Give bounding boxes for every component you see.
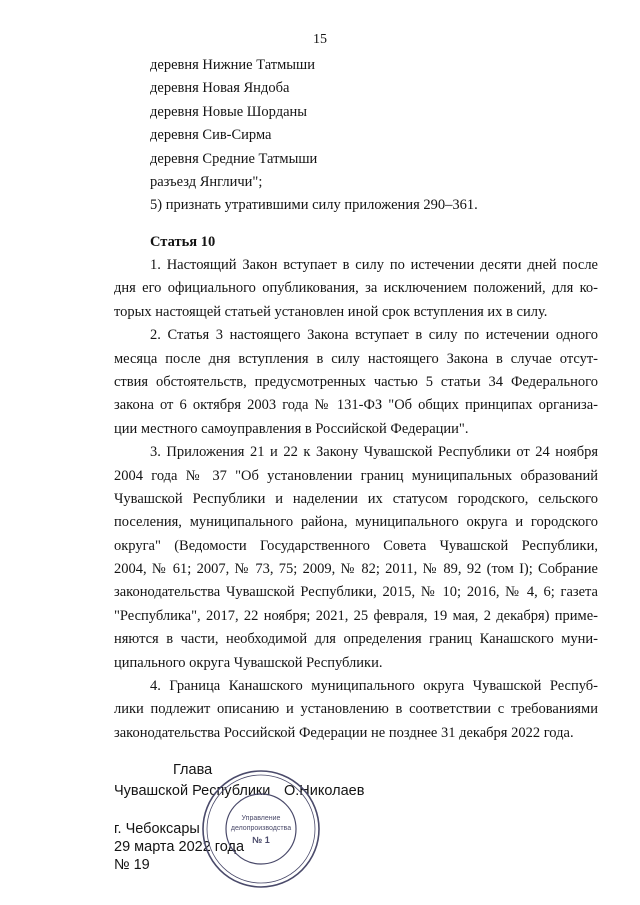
body-line: 3. Приложения 21 и 22 к Закону Чувашской Республики от 24 ноября [150,444,598,461]
body-line: торых настоящей статьей установлен иной срок вступления их в силу. [114,303,548,320]
article-body [114,254,598,745]
seal-text-3: № 1 [252,835,270,845]
body-line: "Республика", 2017, 22 ноября; 2021, 25 февраля, 19 мая, 2 декабря) приме- [114,607,598,624]
list-item: деревня Нижние Татмыши [150,57,315,73]
signing-place: г. Чебоксары [114,821,200,837]
signing-date: 29 марта 2022 года [114,839,245,855]
body-line: законодательства Российской Федерации не позднее 31 декабря 2022 года. [114,724,574,741]
body-line: дня его официального опубликования, за исключением положений, для ко- [114,280,598,297]
list-item: деревня Новая Яндоба [150,80,290,97]
law-number: № 19 [114,857,150,873]
list-item: деревня Сив-Сирма [150,127,272,144]
seal-text-1: Управление [241,815,281,822]
list-item: 5) признать утратившими силу приложения 290–361. [150,197,478,214]
body-line: лики подлежит описанию и установлению в соответствии с требованиями [114,701,598,718]
signatory-name: О.Николаев [284,783,365,799]
signature-line [114,783,614,799]
body-line: поселения, муниципального района, муниципального округа и городского [114,514,598,531]
body-line: ствия обстоятельств, предусмотренных частью 5 статьи 34 Федерального [114,373,598,390]
body-line: ции местного самоуправления в Российской Федерации". [114,420,469,437]
list-item: деревня Новые Шорданы [150,103,308,120]
list-item: деревня Средние Татмыши [150,150,318,167]
body-line: 2004, № 61; 2007, № 73, 75; 2009, № 82; 2011, № 89, 92 (том I); Собрание [114,561,598,578]
list-item: разъезд Янгличи"; [150,174,263,191]
body-line: месяца после дня вступления в силу настоящего Закона в случае отсут- [114,350,598,367]
signature-title: Глава [173,762,213,778]
body-line: законодательства Чувашской Республики, 2015, № 10; 2016, № 4, 6; газета [114,584,598,601]
official-seal [200,768,322,890]
signature-position: Чувашской Республики [114,783,271,799]
body-line: ципального округа Чувашской Республики. [114,654,383,671]
body-line: округа" (Ведомости Государственного Совета Чувашской Республики, [114,537,598,554]
page-number: 15 [313,32,327,47]
body-line: 2. Статья 3 настоящего Закона вступает в силу по истечении одного [150,327,598,344]
body-line: 4. Граница Канашского муниципального округа Чувашской Респуб- [150,678,598,695]
body-line: закона от 6 октября 2003 года № 131-ФЗ "Об общих принципах организа- [114,397,598,414]
body-line: Чувашской Республики и наделении их статусом городского, сельского [114,490,598,507]
body-line: няются в части, необходимой для определения границ Канашского муни- [114,631,598,648]
body-line: 1. Настоящий Закон вступает в силу по истечении десяти дней после [150,257,598,273]
settlement-list [150,54,478,218]
body-line: 2004 года № 37 "Об установлении границ муниципальных образований [114,467,598,484]
seal-text-2: делопроизводства [230,825,292,832]
article-title: Статья 10 [150,234,216,250]
